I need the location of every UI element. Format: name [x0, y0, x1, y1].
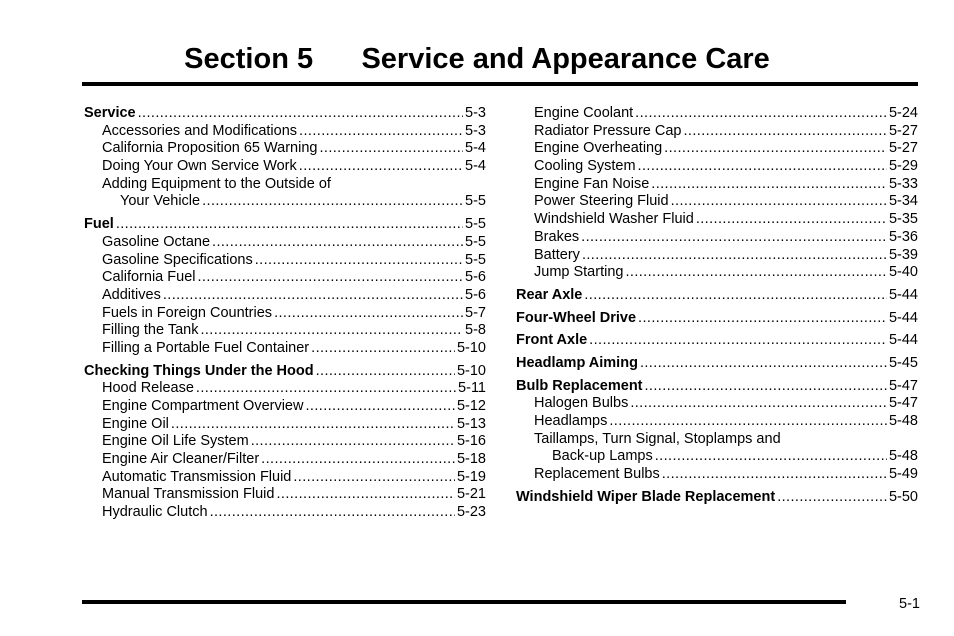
toc-entry[interactable]: [84, 140, 486, 158]
toc-entry-page: 5-5: [465, 251, 486, 268]
toc-entry-page: 5-44: [888, 309, 918, 326]
dot-leader: [200, 322, 463, 340]
toc-entry-label: Headlamp Aiming: [516, 354, 638, 371]
dot-leader: [299, 158, 463, 176]
dot-leader: [163, 287, 463, 305]
dot-leader: [138, 105, 463, 123]
toc-entry-page: 5-34: [888, 193, 918, 210]
toc-entry-label: Windshield Washer Fluid: [534, 211, 694, 228]
toc-entry-page: 5-4: [465, 158, 486, 175]
toc-entry-label: Battery: [534, 246, 580, 263]
toc-entry[interactable]: [84, 469, 486, 487]
toc-section-heading[interactable]: [516, 489, 918, 507]
toc-entry-label: Hydraulic Clutch: [102, 504, 208, 521]
toc-entry-label: Hood Release: [102, 380, 194, 397]
bottom-rule: [82, 600, 846, 604]
dot-leader: [696, 211, 887, 229]
toc-entry-page: 5-35: [888, 211, 918, 228]
toc-entry-label: Engine Fan Noise: [534, 175, 650, 192]
toc-entry[interactable]: [84, 305, 486, 323]
dot-leader: [274, 305, 463, 323]
toc-entry-label: Headlamps: [534, 413, 608, 429]
toc-entry-page: 5-50: [888, 488, 918, 505]
toc-entry[interactable]: [516, 264, 918, 282]
toc-entry[interactable]: [84, 123, 486, 141]
toc-entry-page: 5-48: [888, 413, 918, 429]
dot-leader: [589, 332, 887, 350]
toc-entry-page: 5-8: [465, 322, 486, 339]
dot-leader: [638, 310, 887, 328]
toc-entry-page: 5-33: [888, 175, 918, 192]
toc-entry-page: 5-36: [888, 228, 918, 245]
page-number: 5-1: [899, 596, 920, 612]
toc-entry-label: Gasoline Octane: [102, 233, 211, 250]
toc-entry-page: 5-6: [465, 269, 486, 286]
toc-entry-page: 5-45: [888, 354, 918, 371]
toc-entry-page: 5-44: [888, 286, 918, 303]
toc-entry[interactable]: [84, 287, 486, 305]
toc-entry[interactable]: [516, 229, 918, 247]
toc-entry[interactable]: [84, 340, 486, 358]
toc-entry-label: California Proposition 65 Warning: [102, 140, 318, 157]
toc-entry-label: Jump Starting: [534, 264, 624, 281]
toc-entry-page: 5-10: [456, 362, 486, 379]
toc-entry-label: Doing Your Own Service Work: [102, 158, 297, 175]
dot-leader: [581, 229, 887, 247]
dot-leader: [645, 378, 887, 396]
toc-entry[interactable]: [84, 398, 486, 416]
toc-entry-label: Fuel: [84, 216, 114, 233]
toc-entry[interactable]: [516, 176, 918, 194]
dot-leader: [582, 247, 887, 265]
toc-entry-page: 5-13: [456, 415, 486, 432]
toc-entry[interactable]: [516, 448, 918, 466]
toc-entry-page: 5-5: [465, 233, 486, 250]
toc-entry-label: Your Vehicle: [120, 193, 201, 210]
toc-entry[interactable]: [516, 123, 918, 141]
toc-right-column: [516, 105, 918, 506]
toc-entry-page: 5-3: [465, 105, 486, 121]
toc-entry-continued: Adding Equipment to the Outside of: [102, 175, 331, 192]
dot-leader: [212, 234, 463, 252]
dot-leader: [198, 269, 464, 287]
toc-entry-page: 5-49: [888, 466, 918, 483]
dot-leader: [671, 193, 887, 211]
dot-leader: [202, 193, 463, 211]
dot-leader: [638, 158, 887, 176]
toc-entry-page: 5-23: [456, 504, 486, 521]
toc-entry[interactable]: [84, 322, 486, 340]
toc-entry[interactable]: [516, 211, 918, 229]
toc-entry-page: 5-4: [465, 140, 486, 157]
toc-entry-continued: Taillamps, Turn Signal, Stoplamps and: [534, 430, 781, 447]
toc-entry-label: Rear Axle: [516, 286, 583, 303]
toc-entry[interactable]: [516, 158, 918, 176]
dot-leader: [662, 466, 887, 484]
toc-entry-label: Checking Things Under the Hood: [84, 362, 314, 379]
dot-leader: [261, 451, 455, 469]
dot-leader: [276, 486, 455, 504]
dot-leader: [116, 216, 463, 234]
toc-entry-page: 5-7: [465, 304, 486, 321]
toc-section-heading[interactable]: [84, 216, 486, 234]
toc-entry[interactable]: [516, 247, 918, 265]
toc-entry-label: Power Steering Fluid: [534, 193, 669, 210]
toc-entry-label: Brakes: [534, 228, 580, 245]
toc-section-heading[interactable]: [516, 287, 918, 305]
toc-section-heading[interactable]: [516, 310, 918, 328]
toc-entry-page: 5-44: [888, 332, 918, 349]
toc-entry[interactable]: [84, 269, 486, 287]
toc-entry-label: Engine Oil Life System: [102, 433, 249, 450]
toc-entry-label: Automatic Transmission Fluid: [102, 468, 292, 485]
toc-entry-page: 5-18: [456, 451, 486, 468]
toc-entry-label: California Fuel: [102, 269, 196, 286]
toc-entry-page: 5-6: [465, 286, 486, 303]
toc-entry-page: 5-39: [888, 246, 918, 263]
toc-entry-page: 5-11: [458, 380, 486, 397]
top-rule: [82, 82, 918, 86]
toc-entry[interactable]: [84, 504, 486, 522]
toc-entry-label: Filling a Portable Fuel Container: [102, 339, 310, 356]
toc-entry-page: 5-29: [888, 158, 918, 175]
toc-entry-page: 5-19: [456, 468, 486, 485]
toc-entry[interactable]: [516, 466, 918, 484]
dot-leader: [664, 140, 887, 158]
toc-entry-label: Engine Coolant: [534, 105, 634, 121]
toc-entry[interactable]: [84, 234, 486, 252]
toc-entry-page: 5-5: [465, 216, 486, 233]
section-label: Section 5: [184, 43, 314, 75]
dot-leader: [630, 395, 887, 413]
toc-section-heading[interactable]: [84, 363, 486, 381]
toc-entry-page: 5-47: [888, 395, 918, 412]
toc-entry-label: Radiator Pressure Cap: [534, 122, 682, 139]
toc-entry-label: Halogen Bulbs: [534, 395, 629, 412]
toc-entry-label: Engine Overheating: [534, 140, 663, 157]
dot-leader: [684, 123, 887, 141]
toc-entry[interactable]: [84, 193, 486, 211]
toc-entry-page: 5-24: [888, 105, 918, 121]
dot-leader: [293, 469, 455, 487]
toc-entry-label: Service: [84, 105, 136, 121]
toc-section-heading[interactable]: [516, 355, 918, 373]
toc-entry-label: Front Axle: [516, 332, 588, 349]
toc-entry-page: 5-12: [456, 398, 486, 414]
toc-entry[interactable]: [516, 105, 918, 123]
toc-entry[interactable]: [84, 433, 486, 451]
toc-entry-label: Gasoline Specifications: [102, 251, 253, 268]
toc-entry-label: Filling the Tank: [102, 322, 199, 339]
toc-entry-label: Four-Wheel Drive: [516, 309, 637, 326]
toc-entry-page: 5-5: [465, 193, 486, 210]
dot-leader: [210, 504, 455, 522]
toc-entry-label: Engine Air Cleaner/Filter: [102, 451, 260, 468]
toc-entry[interactable]: [84, 486, 486, 504]
toc-entry-label: Additives: [102, 286, 161, 303]
dot-leader: [319, 140, 463, 158]
dot-leader: [635, 105, 887, 123]
toc-entry-label: Manual Transmission Fluid: [102, 486, 275, 503]
toc-entry[interactable]: [84, 158, 486, 176]
toc-entry-page: 5-47: [888, 377, 918, 394]
toc-left-column: [84, 105, 486, 522]
toc-entry-page: 5-27: [888, 122, 918, 139]
toc-entry[interactable]: [516, 193, 918, 211]
toc-entry-label: Engine Oil: [102, 415, 169, 432]
toc-entry-page: 5-40: [888, 264, 918, 281]
toc-entry-page: 5-10: [456, 339, 486, 356]
dot-leader: [584, 287, 887, 305]
toc-section-heading[interactable]: [516, 332, 918, 350]
toc-entry-label: Bulb Replacement: [516, 377, 643, 394]
dot-leader: [311, 340, 455, 358]
section-title: Service and Appearance Care: [361, 43, 770, 75]
toc-entry-page: 5-3: [465, 122, 486, 139]
toc-entry[interactable]: [516, 413, 918, 431]
dot-leader: [255, 252, 463, 270]
page-title: [0, 42, 954, 76]
dot-leader: [651, 176, 887, 194]
toc-entry-label: Cooling System: [534, 158, 636, 175]
toc-entry-label: Engine Compartment Overview: [102, 398, 304, 414]
toc-entry-page: 5-21: [456, 486, 486, 503]
dot-leader: [777, 489, 887, 507]
toc-entry[interactable]: [84, 416, 486, 434]
toc-entry-label: Back-up Lamps: [552, 448, 653, 465]
dot-leader: [640, 355, 887, 373]
dot-leader: [316, 363, 455, 381]
toc-section-heading[interactable]: [84, 105, 486, 123]
toc-entry-label: Fuels in Foreign Countries: [102, 304, 273, 321]
toc-entry[interactable]: [516, 140, 918, 158]
dot-leader: [305, 398, 454, 416]
dot-leader: [609, 413, 887, 431]
toc-entry[interactable]: [516, 395, 918, 413]
toc-entry-label: Accessories and Modifications: [102, 122, 298, 139]
toc-entry-page: 5-16: [456, 433, 486, 450]
toc-entry[interactable]: [84, 252, 486, 270]
dot-leader: [251, 433, 455, 451]
toc-section-heading[interactable]: [516, 378, 918, 396]
toc-entry-label: Replacement Bulbs: [534, 466, 660, 483]
toc-entry-label: Windshield Wiper Blade Replacement: [516, 488, 776, 505]
toc-entry[interactable]: [84, 451, 486, 469]
dot-leader: [655, 448, 887, 466]
toc-entry[interactable]: [84, 380, 486, 398]
dot-leader: [625, 264, 887, 282]
dot-leader: [171, 416, 455, 434]
dot-leader: [196, 380, 456, 398]
toc-entry-page: 5-48: [888, 448, 918, 465]
toc-entry-page: 5-27: [888, 140, 918, 157]
dot-leader: [299, 123, 463, 141]
